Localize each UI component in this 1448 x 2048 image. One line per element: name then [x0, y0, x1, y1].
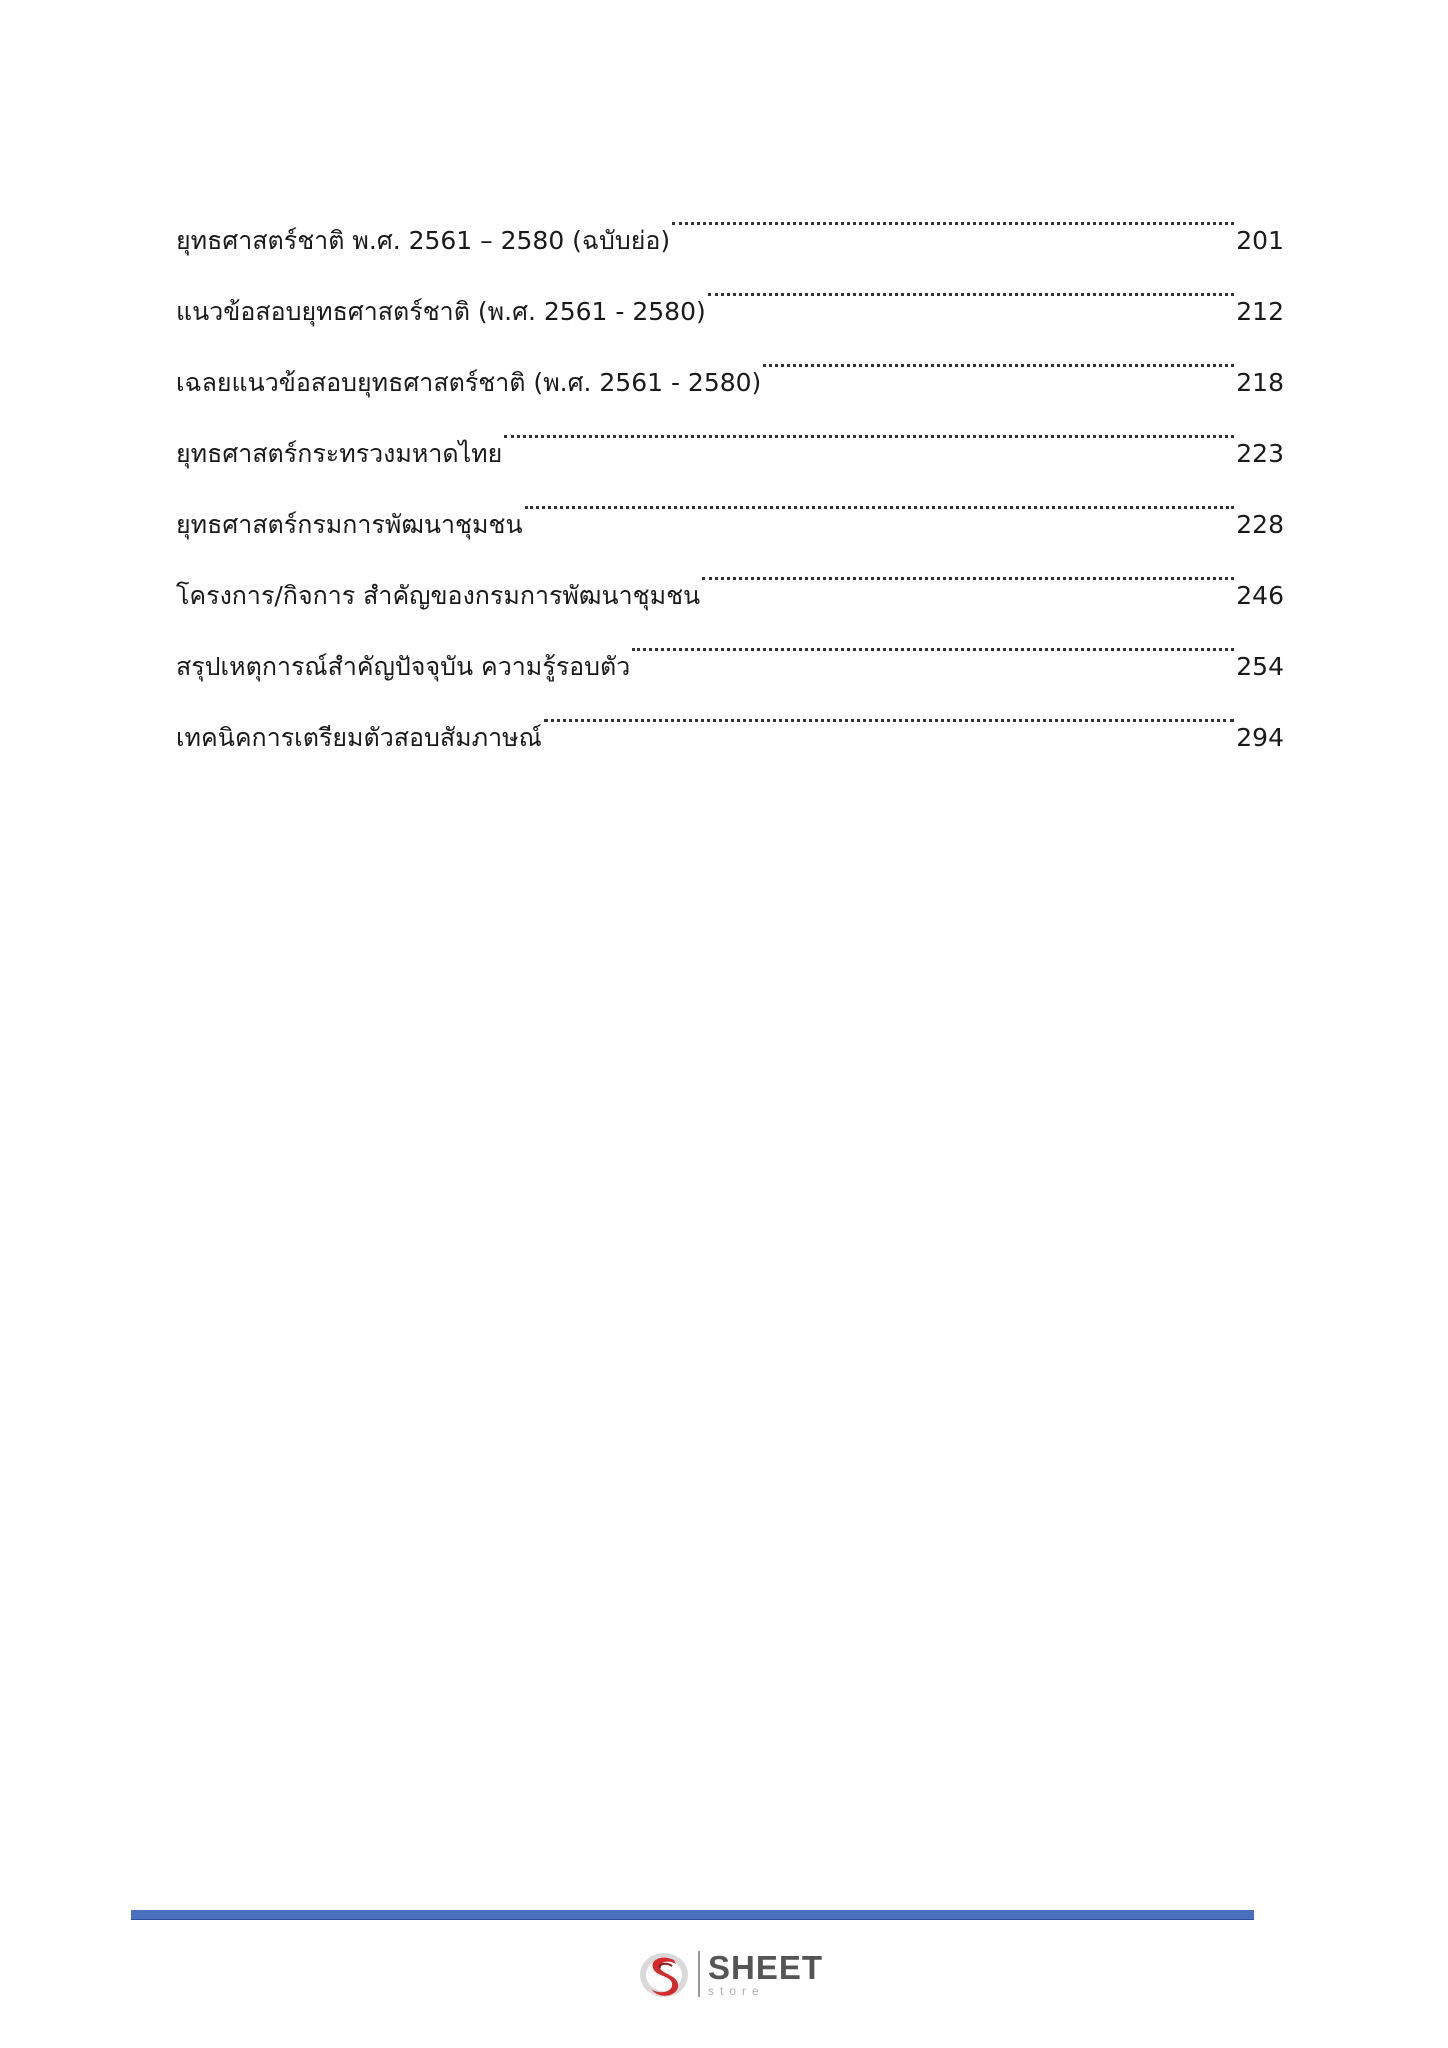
toc-entry-page: 254	[1236, 652, 1284, 681]
toc-dot-leader	[632, 604, 1234, 675]
toc-entry-page: 246	[1236, 581, 1284, 610]
toc-dot-leader	[708, 249, 1235, 320]
toc-entry-title: ยุทธศาสตร์ชาติ พ.ศ. 2561 – 2580 (ฉบับย่อ)	[176, 226, 671, 255]
toc-entry-page: 212	[1236, 297, 1284, 326]
toc-entry[interactable]	[176, 178, 1284, 255]
table-of-contents	[176, 178, 1284, 752]
toc-dot-leader	[504, 391, 1234, 462]
toc-entry-title: เทคนิคการเตรียมตัวสอบสัมภาษณ์	[176, 723, 542, 752]
toc-entry-title: โครงการ/กิจการ สำคัญของกรมการพัฒนาชุมชน	[176, 581, 701, 610]
toc-entry-page: 228	[1236, 510, 1284, 539]
toc-dot-leader	[702, 533, 1234, 604]
toc-dot-leader	[525, 462, 1235, 533]
toc-entry-title: ยุทธศาสตร์กรมการพัฒนาชุมชน	[176, 510, 523, 539]
toc-entry-page: 218	[1236, 368, 1284, 397]
toc-dot-leader	[544, 675, 1234, 746]
logo-divider	[698, 1951, 700, 1997]
footer-divider	[131, 1910, 1254, 1920]
footer-logo	[636, 1945, 836, 2003]
sheet-store-s-logo-icon	[636, 1946, 692, 2002]
logo-word: SHEET	[708, 1949, 824, 1986]
logo-text	[708, 1951, 823, 1997]
toc-entry-title: เฉลยแนวข้อสอบยุทธศาสตร์ชาติ (พ.ศ. 2561 - 2580)	[176, 368, 762, 397]
toc-dot-leader	[672, 178, 1234, 249]
logo-subword: store	[708, 1984, 765, 1998]
toc-entry-title: ยุทธศาสตร์กระทรวงมหาดไทย	[176, 439, 503, 468]
toc-entry-page: 294	[1236, 723, 1284, 752]
toc-entry-page: 223	[1236, 439, 1284, 468]
toc-entry-page: 201	[1236, 226, 1284, 255]
toc-entry-title: สรุปเหตุการณ์สำคัญปัจจุบัน ความรู้รอบตัว	[176, 652, 631, 681]
toc-entry-title: แนวข้อสอบยุทธศาสตร์ชาติ (พ.ศ. 2561 - 2580)	[176, 297, 706, 326]
toc-dot-leader	[763, 320, 1234, 391]
